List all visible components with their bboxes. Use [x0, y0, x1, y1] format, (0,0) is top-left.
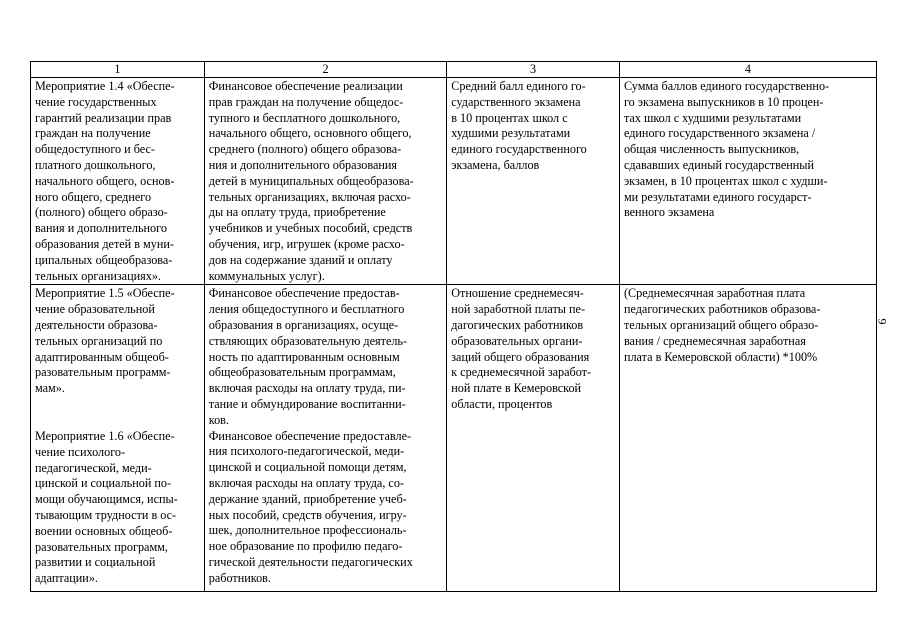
column-header-3: 3 — [447, 62, 620, 78]
column-header-2: 2 — [204, 62, 446, 78]
indicator-text: Отношение среднемесяч- ной заработной платы пе- дагогических работников образовательных органи- заций общего образования к среднемесячной заработ- ной плате в Кемеровской области, процентов — [451, 286, 592, 411]
indicator-cell — [447, 78, 620, 285]
description-text: Финансовое обеспечение реализации прав граждан на получение общедос- тупного и бесплатного дошкольного, начального общего, основного общего, среднего (полного) общего образова- ния и дополнительного образования детей в муниципальных общеобразова- тельных организациях, включая расхо- ды на оплату труда, приобретение учебников и учебных пособий, средств обучения, игр, игрушек (кроме расхо- дов на содержание зданий и оплату коммунальных услуг). — [208, 79, 414, 283]
formula-cell — [619, 285, 876, 592]
measure-text: Мероприятие 1.5 «Обеспе- чение образовательной деятельности образова- тельных организаций по адаптированным общеоб- разовательным программ- мам». — [35, 286, 175, 396]
column-header-1: 1 — [31, 62, 205, 78]
measure-text: Мероприятие 1.4 «Обеспе- чение государственных гарантий реализации прав граждан на получение общедоступного и бес- платного дошкольного, начального общего, основ- ного общего, среднего (полного) общего образо- вания и дополнительного образования детей в муни- ципальных общеобразова- тельных организациях». — [35, 79, 175, 283]
formula-cell — [619, 78, 876, 285]
measure-cell — [31, 78, 205, 285]
description-text: Финансовое обеспечение предостав- ления общедоступного и бесплатного образования в организациях, осуще- ствляющих образовательную деятель- ность по адаптированным основным общеобразовательным программам, включая расходы на оплату труда, пи- тание и обмундирование воспитанни- ков. — [208, 286, 408, 427]
description-text: Финансовое обеспечение предоставле- ния психолого-педагогической, меди- цинской и социальной помощи детям, включая расходы на оплату труда, со- держание зданий, приобретение учеб- ных пособий, средств обучения, игру- шек, дополнительное профессиональ- ное образование по профилю педаго- гической деятельности педагогических работников. — [208, 428, 413, 585]
table-row — [31, 78, 877, 285]
program-measures-table — [30, 61, 877, 592]
formula-text: (Среднемесячная заработная плата педагогических работников образова- тельных организаций общего образо- вания / среднемесячная заработная плата в Кемеровской области) *100% — [623, 286, 821, 364]
formula-text: Сумма баллов единого государственно- го экзамена выпускников в 10 процен- тах школ с худшими результатами единого государственного экзамена / общая численность выпускников, сдававших единый государственный экзамен, в 10 процентах школ с худши- ми результатами единого государст- венного экзамена — [623, 79, 830, 220]
indicator-cell — [447, 285, 620, 592]
table-header-row — [31, 62, 877, 78]
measure-text: Мероприятие 1.6 «Обеспе- чение психолого- педагогической, меди- цинской и социальной по- мощи обучающимся, испы- тывающим трудности в ос- воении основных общеоб- разовательных программ, развитии и социальной адаптации». — [35, 428, 178, 586]
column-header-4: 4 — [619, 62, 876, 78]
measure-cell — [31, 285, 205, 592]
table-row — [31, 285, 877, 592]
page-number: 9 — [875, 318, 890, 325]
indicator-text: Средний балл единого го- сударственного экзамена в 10 процентах школ с худшими результатами единого государственного экзамена, баллов — [451, 79, 587, 172]
description-cell — [204, 78, 446, 285]
description-cell — [204, 285, 446, 592]
